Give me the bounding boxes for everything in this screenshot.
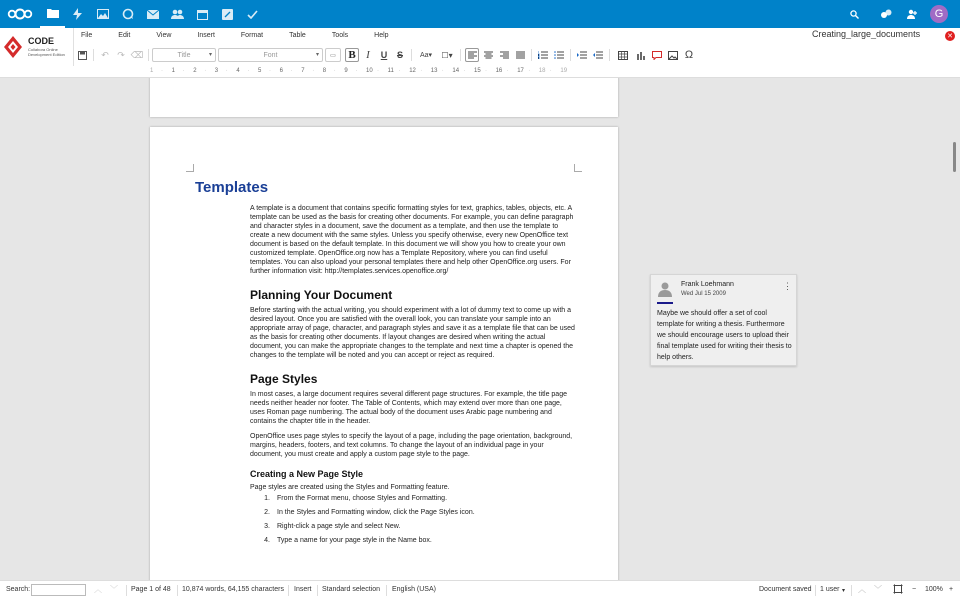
separator (570, 49, 571, 61)
separator (317, 585, 318, 596)
list-item (250, 520, 575, 534)
activity-icon[interactable] (65, 0, 90, 28)
notes-icon[interactable] (215, 0, 240, 28)
ruler-tick: · (333, 68, 336, 74)
ruler-number: 10 (366, 68, 373, 74)
ruler-tick: · (485, 68, 487, 74)
separator (851, 585, 852, 596)
search-input[interactable] (31, 584, 86, 596)
numbered-list-icon[interactable] (536, 48, 550, 62)
collabora-logo-icon (4, 36, 22, 58)
ruler-number: 13 (430, 68, 438, 74)
zoom-out-icon[interactable]: − (912, 586, 917, 593)
list-number: 3. (264, 523, 270, 530)
contacts-menu-icon[interactable] (904, 0, 920, 28)
separator (126, 585, 127, 596)
mail-icon[interactable] (140, 0, 165, 28)
comment-card[interactable] (650, 274, 797, 366)
brand-name: CODE (28, 36, 55, 46)
ruler-tick: · (290, 68, 293, 74)
current-page[interactable] (150, 127, 618, 580)
circles-icon[interactable] (878, 0, 894, 28)
ruler-number: 12 (409, 68, 416, 74)
menubar (74, 28, 408, 42)
paragraph: A template is a document that contains specific formatting styles for text, graphics, tables, objects, etc. A template can be used as the basis for creating other documents. For example, you can define paragraph and character styles in a document, save the document as a template, and then use the template to create a new document with the same styles. Unless you specify otherwise, every new OpenOffice text document is based on the default template. In this document we will show you how to create your own customized template. OpenOffice.org now has a Template Repository, where you can find useful templates. You can also upload your personal templates there and help other OpenOffice.org users. For further information visit: http://templates.services.openoffice.org/ (250, 205, 574, 275)
separator (815, 585, 816, 596)
heading-new-page-style: Creating a New Page Style (250, 469, 364, 479)
list-number: 1. (264, 495, 270, 502)
font-name-value: Font (263, 51, 278, 59)
ruler-number: 15 (474, 68, 481, 74)
ruler-number: 1 (150, 68, 154, 74)
ruler-tick: · (204, 68, 207, 74)
ruler-tick: · (377, 68, 379, 74)
ruler-tick: · (398, 68, 401, 74)
language[interactable]: English (USA) (392, 586, 436, 593)
special-character-icon[interactable]: Ω (684, 49, 694, 61)
ruler-tick: · (549, 68, 552, 74)
ruler-number: 2 (193, 68, 197, 74)
chevron-down-icon: ▾ (208, 52, 212, 58)
paragraph: Page styles are created using the Styles and Formatting feature. (250, 484, 450, 491)
ruler-tick: · (528, 68, 531, 74)
ruler-number: 14 (452, 68, 460, 74)
strikethrough-icon[interactable]: S (396, 50, 403, 60)
comment-date: Wed Jul 15 2009 (681, 291, 726, 297)
ruler-number: 9 (344, 68, 348, 74)
menu-tools[interactable]: Tools (331, 31, 349, 39)
list-item-text: From the Format menu, choose Styles and Formatting. (277, 495, 448, 502)
menu-format[interactable]: Format (240, 31, 264, 39)
comment-author: Frank Loehmann (681, 281, 734, 288)
ruler-number: 11 (387, 68, 394, 74)
paragraph: Before starting with the actual writing, you should experiment with a lot of dummy text to come up with a desired layout. Once you are satisfied with the overall look, you can translate your sample into an appropriate array of page, character, and paragraph styles and save it as a template file that can be used as the basis for creating other documents. If layout changes are desired when writing the actual document, you can make the appropriate changes to the template and next time a chapter is opened the changes to the template will be noted and you can accept or reject as required. (250, 307, 575, 359)
separator (609, 49, 610, 61)
italic-icon[interactable]: I (366, 49, 370, 61)
list-item-text: In the Styles and Formatting window, click the Page Styles icon. (277, 509, 475, 516)
separator (93, 49, 94, 61)
ruler-number: 6 (279, 68, 283, 74)
menu-file[interactable]: File (81, 31, 93, 39)
undo-icon[interactable]: ↶ (101, 49, 109, 60)
ruler-number: 1 (171, 68, 175, 74)
talk-icon[interactable] (115, 0, 140, 28)
zoom-in-icon[interactable]: + (949, 586, 954, 593)
menu-view[interactable]: View (156, 31, 172, 39)
redo-icon[interactable]: ↷ (117, 49, 125, 60)
list-item (250, 492, 575, 506)
ruler-number: 5 (258, 68, 262, 74)
page-corner-mark (574, 164, 582, 172)
document-title[interactable]: Creating_large_documents (812, 29, 921, 39)
menu-edit[interactable]: Edit (118, 31, 131, 39)
ruler-tick: · (182, 68, 185, 74)
page-count: Page 1 of 48 (131, 586, 171, 593)
collabora-header (0, 28, 960, 66)
save-icon[interactable] (75, 48, 89, 62)
separator (460, 49, 461, 61)
fit-width-icon[interactable] (893, 584, 903, 596)
decrease-indent-icon[interactable] (591, 48, 605, 62)
list-number: 2. (264, 509, 270, 516)
files-icon[interactable] (40, 0, 65, 28)
paragraph-style-value: Title (177, 51, 191, 59)
save-status: Document saved (759, 586, 812, 593)
align-right-icon[interactable] (497, 48, 511, 62)
ruler-number: 18 (538, 68, 546, 74)
separator (148, 49, 149, 61)
tasks-icon[interactable] (240, 0, 265, 28)
search-previous-icon[interactable]: ︿ (94, 585, 102, 594)
font-size-select[interactable] (325, 48, 341, 62)
separator (177, 585, 178, 596)
next-page-icon[interactable]: ﹀ (874, 585, 882, 594)
toolbar (74, 46, 960, 64)
search-label: Search: (6, 586, 31, 593)
steps-list (250, 492, 575, 548)
document-canvas[interactable] (0, 78, 960, 580)
paragraph: In most cases, a large document requires several different page structures. For example, the title page needs neither header nor footer. The Table of Contents, which may extend over more than one page, uses Roman page numbering. The actual body of the document uses Arabic page numbering and contains the chapter title in the header. (250, 391, 567, 425)
search-icon[interactable] (846, 0, 862, 28)
list-item (250, 506, 575, 520)
ruler-tick: · (269, 68, 271, 74)
author-color-bar (657, 302, 673, 304)
user-avatar-icon (657, 281, 673, 297)
zoom-level[interactable]: 100% (925, 586, 943, 593)
chevron-down-icon: ▾ (315, 52, 319, 58)
previous-page (150, 78, 618, 117)
photos-icon[interactable] (90, 0, 115, 28)
ruler-tick: · (247, 68, 250, 74)
menu-help[interactable]: Help (374, 31, 389, 39)
list-item-text: Type a name for your page style in the Name box. (277, 537, 432, 544)
insert-image-icon[interactable] (666, 48, 680, 62)
underline-icon[interactable]: U (380, 50, 388, 60)
separator (386, 585, 387, 596)
insert-mode[interactable]: Insert (294, 586, 312, 593)
nextcloud-header (0, 0, 960, 28)
font-size-icon: ▭ (330, 52, 336, 59)
insert-comment-icon[interactable] (650, 48, 664, 62)
search-next-icon[interactable]: ﹀ (110, 585, 118, 594)
ruler-tick: · (420, 68, 423, 74)
paragraph-style-select[interactable] (152, 48, 216, 62)
previous-page-icon[interactable]: ︿ (858, 585, 866, 594)
document-body[interactable] (195, 179, 575, 548)
more-options-icon[interactable]: ⋮ (783, 281, 792, 291)
insert-chart-icon[interactable] (634, 48, 648, 62)
separator (531, 49, 532, 61)
list-item-text: Right-click a page style and select New. (277, 523, 401, 530)
menu-insert[interactable]: Insert (197, 31, 215, 39)
heading-planning: Planning Your Document (250, 288, 393, 302)
ruler-tick: · (355, 68, 358, 74)
ruler-bar (0, 66, 960, 78)
heading-templates: Templates (195, 179, 269, 196)
nextcloud-logo-icon[interactable] (0, 0, 40, 28)
align-center-icon[interactable] (481, 48, 495, 62)
contacts-icon[interactable] (165, 0, 190, 28)
ruler-tick: · (506, 68, 509, 74)
clone-formatting-icon[interactable]: ⌫ (130, 49, 144, 60)
ruler-tick: · (312, 68, 315, 74)
menu-table[interactable]: Table (289, 31, 306, 39)
list-number: 4. (264, 537, 270, 544)
selection-mode[interactable]: Standard selection (322, 586, 380, 593)
ruler-tick: · (225, 68, 228, 74)
increase-indent-icon[interactable] (575, 48, 589, 62)
horizontal-ruler[interactable] (148, 67, 618, 77)
align-justify-icon[interactable] (513, 48, 527, 62)
bold-icon[interactable]: B (345, 48, 359, 62)
align-left-icon[interactable] (465, 48, 479, 62)
ruler-number: 8 (322, 68, 327, 74)
ruler-number: 4 (236, 68, 240, 74)
ruler-number: 17 (517, 68, 524, 74)
font-color-icon[interactable]: Aa▾ (419, 52, 433, 59)
close-document-icon[interactable]: ✕ (945, 31, 955, 41)
status-bar (0, 580, 960, 600)
ruler-number: 19 (560, 68, 568, 74)
list-item (250, 534, 575, 548)
user-avatar[interactable]: G (930, 5, 948, 23)
ruler-number: 16 (495, 68, 503, 74)
collabora-logo (0, 28, 74, 66)
page-corner-mark (186, 164, 194, 172)
ruler-number: 3 (214, 68, 219, 74)
heading-page-styles: Page Styles (250, 372, 318, 386)
comment-text: Maybe we should offer a set of cool template for writing a thesis. Furthermore we should encourage users to upload their final template used for writing their thesis to help others. (657, 310, 792, 361)
separator (288, 585, 289, 596)
vertical-scrollbar[interactable] (953, 142, 956, 172)
ruler-tick: · (441, 68, 444, 74)
separator (411, 49, 412, 61)
brand-subtitle: Collabora Online Development Edition (28, 47, 65, 57)
ruler-tick: · (161, 68, 163, 74)
highlight-color-icon[interactable]: ☐▾ (441, 50, 453, 60)
word-count: 10,874 words, 64,155 characters (182, 586, 284, 593)
insert-table-icon[interactable] (614, 48, 632, 62)
font-name-select[interactable] (218, 48, 323, 62)
ruler-number: 7 (301, 68, 305, 74)
paragraph: OpenOffice uses page styles to specify the layout of a page, including the page orientation, background, margins, headers, footers, and text columns. To change the layout of an individual page in your document, you must create and apply a custom page style to the page. (250, 433, 573, 458)
calendar-icon[interactable] (190, 0, 215, 28)
bullet-list-icon[interactable] (552, 48, 566, 62)
ruler-tick: · (463, 68, 466, 74)
chevron-down-icon[interactable]: ▾ (842, 588, 846, 594)
user-count[interactable]: 1 user (820, 586, 840, 593)
